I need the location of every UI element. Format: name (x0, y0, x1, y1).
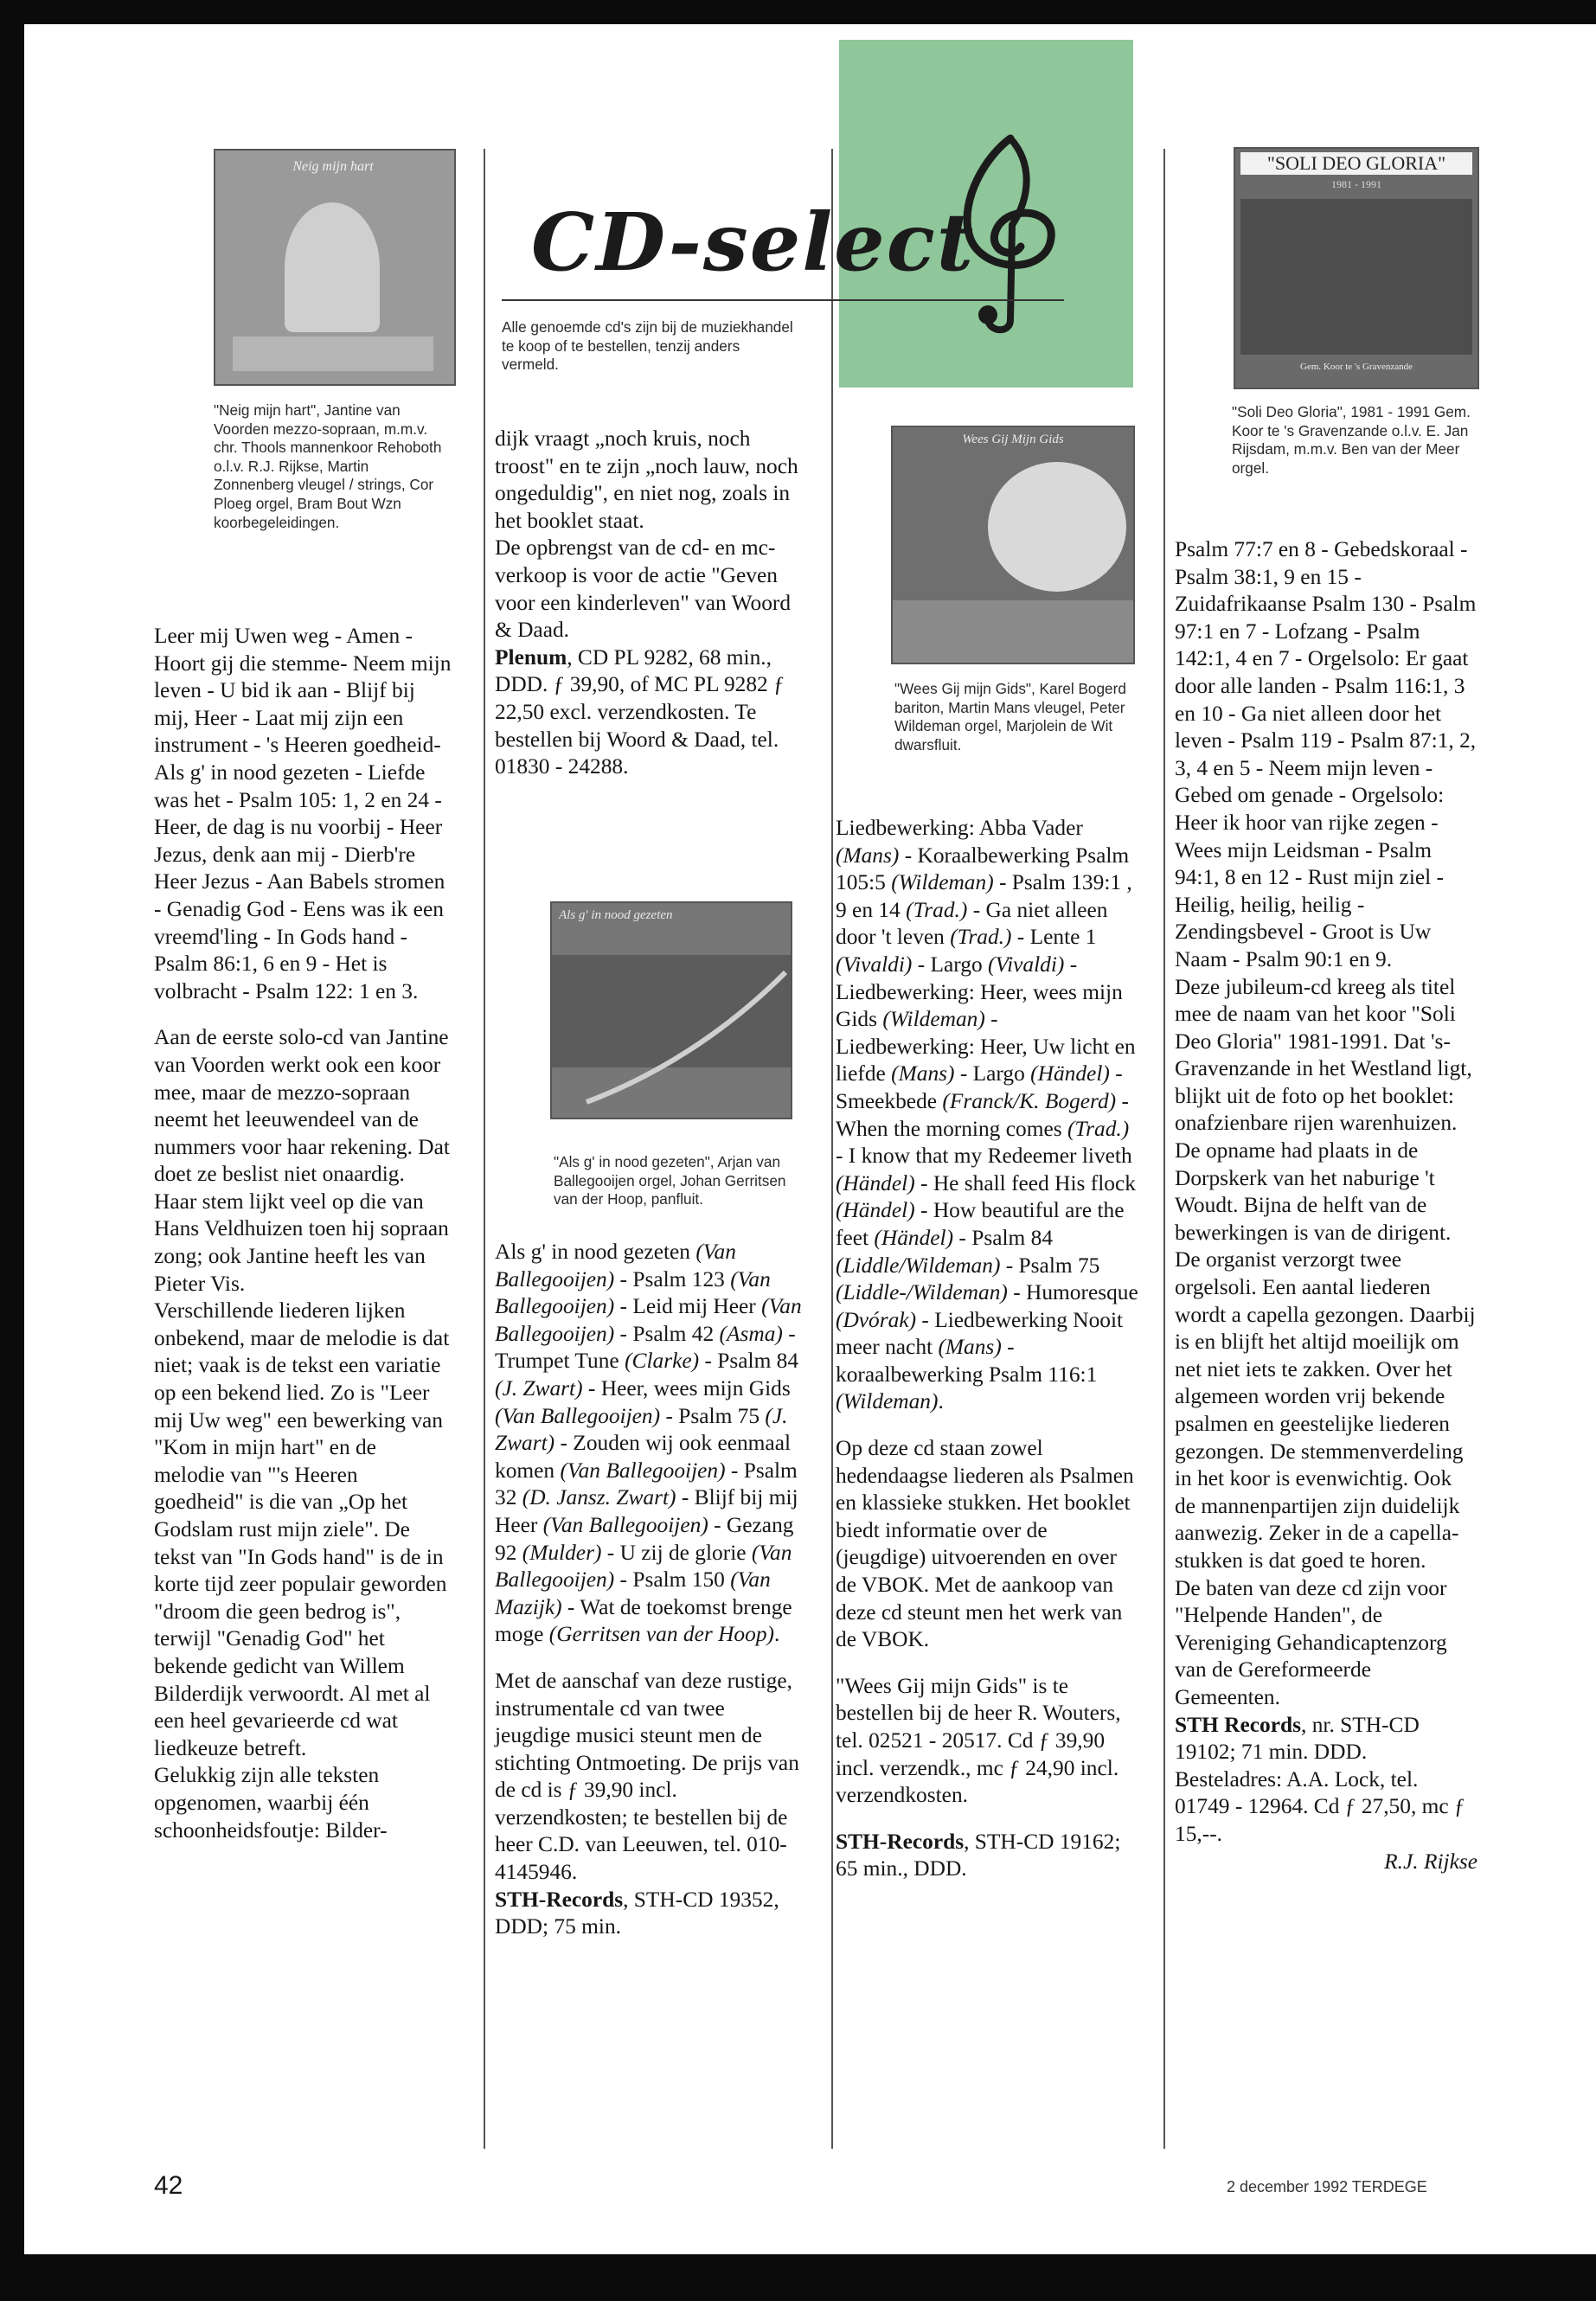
intro-text: Alle genoemde cd's zijn bij de muziekhandel te koop of te bestellen, tenzij anders vermeld. (502, 318, 793, 374)
cover-wees-gij-mijn-gids (891, 426, 1135, 664)
order-info-sth: STH Records, nr. STH-CD 19102; 71 min. DDD. Besteladres: A.A. Lock, tel. 01749 - 12964. Cd ƒ 27,50, mc ƒ 15,--. (1175, 1712, 1465, 1846)
cover-title: Neig mijn hart (292, 159, 374, 174)
column-2 (495, 426, 804, 781)
page-number: 42 (154, 2171, 183, 2200)
caption-soli: "Soli Deo Gloria", 1981 - 1991 Gem. Koor te 's Gravenzande o.l.v. E. Jan Rijsdam, m.m.v. Ben van der Meer orgel. (1232, 403, 1471, 477)
tracklist-neig: Leer mij Uwen weg - Amen - Hoort gij die stemme- Neem mijn leven - U bid ik aan - Blijf bij mij, Heer - Laat mij zijn een instrument - 's Heeren goedheid- Als g' in nood gezeten - Liefde was het - Psalm 105: 1, 2 en 24 - Heer, de dag is nu voorbij - Heer Jezus, denk aan mij - Dierb're Heer Jezus - Aan Babels stromen - Genadig God - Eens was ik een vreemd'ling - In Gods hand - Psalm 86:1, 6 en 9 - Het is volbracht - Psalm 122: 1 en 3. (154, 624, 452, 1003)
author-signature: R.J. Rijkse (1384, 1849, 1477, 1874)
caption-neig: "Neig mijn hart", Jantine van Voorden mezzo-sopraan, m.m.v. chr. Thools mannenkoor Rehoboth o.l.v. R.J. Rijkse, Martin Zonnenberg vleugel / strings, Cor Ploeg orgel, Bram Bout Wzn koorbegeleidingen. (214, 401, 442, 531)
order-info-sth: STH-Records, STH-CD 19352, DDD; 75 min. (495, 1887, 779, 1939)
column-rule (831, 149, 833, 2149)
paragraph: Op deze cd staan zowel hedendaagse liederen als Psalmen en klassieke stukken. Het booklet biedt informatie over de (jeugdige) uitvoerenden en over de VBOK. Met de aankoop van deze cd steunt men het werk van de VBOK. (836, 1436, 1134, 1652)
issue-date: 2 december 1992 TERDEGE (1227, 2178, 1427, 2195)
cover-title: Wees Gij Mijn Gids (962, 433, 1064, 446)
order-info-plenum: Plenum, CD PL 9282, 68 min., DDD. ƒ 39,90, of MC PL 9282 ƒ 22,50 excl. verzendkosten. Te bestellen bij Woord & Daad, tel. 01830 - 24288. (495, 644, 785, 779)
tracklist-als: Als g' in nood gezeten (Van Ballegooijen) - Psalm 123 (Van Ballegooijen) - Leid mij Heer (Van Ballegooijen) - Psalm 42 (Asma) - Trumpet Tune (Clarke) - Psalm 84 (J. Zwart) - Heer, wees mijn Gids (Van Ballegooijen) - Psalm 75 (J. Zwart) - Zouden wij ook eenmaal komen (Van Ballegooijen) - Psalm 32 (D. Jansz. Zwart) - Blijf bij mij Heer (Van Ballegooijen) - Gezang 92 (Mulder) - U zij de glorie (Van Ballegooijen) - Psalm 150 (Van Mazijk) - Wat de toekomst brenge moge (Gerritsen van der Hoop). (495, 1240, 802, 1647)
tracklist-wees: Liedbewerking: Abba Vader (Mans) - Koraalbewerking Psalm 105:5 (Wildeman) - Psalm 139:1 , 9 en 14 (Trad.) - Ga niet alleen door 't leven (Trad.) - Lente 1 (Vivaldi) - Largo (Vivaldi) - Liedbewerking: Heer, wees mijn Gids (Wildeman) - Liedbewerking: Heer, Uw licht en liefde (Mans) - Largo (Händel) - Smeekbede (Franck/K. Bogerd) - When the morning comes (Trad.) - I know that my Redeemer liveth (Händel) - He shall feed His flock (Händel) - How beautiful are the feet (Händel) - Psalm 84 (Liddle/Wildeman) - Psalm 75 (Liddle-/Wildeman) - Humoresque (Dvórak) - Liedbewerking Nooit meer nacht (Mans) - koraalbewerking Psalm 116:1 (Wildeman). (836, 816, 1138, 1414)
paragraph: Met de aanschaf van deze rustige, instrumentale cd van twee jeugdige musici steunt men de stichting Ontmoeting. De prijs van de cd is ƒ 39,90 incl. verzendkosten; te bestellen bij de heer C.D. van Leeuwen, tel. 010-4145946. (495, 1668, 799, 1885)
paragraph: Deze jubileum-cd kreeg als titel mee de naam van het koor "Soli Deo Gloria" 1981-1991. Dat 's-Gravenzande in het Westland ligt, blijkt uit de foto op het booklet: onafzienbare rijen warenhuizen. De opname had plaats in de Dorpskerk van het naburige 't Woudt. Bijna de helft van de bewerkingen is van de dirigent. De organist verzorgt twee orgelsoli. Een aantal liederen wordt a capella gezongen. Daarbij is en blijft het altijd moeilijk om net niet iets te zakken. Over het algemeen worden vrij bekende psalmen en geestelijke liederen gezongen. De stemmenverdeling in het koor is evenwichtig. Ook de mannenpartijen zijn duidelijk aanwezig. Zeker in de a capella-stukken is dat goed te horen. (1175, 974, 1476, 1573)
treble-clef-icon (908, 130, 1107, 337)
portrait (285, 202, 380, 332)
column-1 (154, 623, 452, 1844)
column-rule (484, 149, 485, 2149)
paragraph: dijk vraagt „noch kruis, noch troost" en te zijn „noch lauw, noch ongeduldig", en niet nog, zoals in het booklet staat. (495, 426, 798, 533)
column-rule (1163, 149, 1165, 2149)
cover-title: Als g' in nood gezeten (559, 908, 673, 922)
paragraph: Gelukkig zijn alle teksten opgenomen, waarbij één schoonheidsfoutje: Bilder- (154, 1763, 388, 1843)
scan-border-left (0, 0, 24, 2301)
column-4 (1175, 536, 1477, 1875)
blossom-tree (988, 462, 1126, 592)
caption-wees: "Wees Gij mijn Gids", Karel Bogerd bariton, Martin Mans vleugel, Peter Wildeman orgel, Marjolein de Wit dwarsfluit. (894, 680, 1126, 753)
scan-border-bottom (0, 2254, 1596, 2301)
page-title: CD-select (531, 195, 976, 289)
column-2-lower (495, 1239, 804, 1941)
paragraph: Aan de eerste solo-cd van Jantine van Voorden werkt ook een koor mee, maar de mezzo-sopraan neemt het leeuwendeel van de nummers voor haar rekening. Dat doet ze beslist niet onaardig. Haar stem lijkt veel op die van Hans Veldhuizen toen hij sopraan zong; ook Jantine heeft les van Pieter Vis. (154, 1025, 450, 1296)
cover-soli-deo-gloria (1234, 147, 1479, 389)
title-underline (502, 299, 1064, 301)
scan-border-top (0, 0, 1596, 24)
column-3 (836, 815, 1140, 1883)
caption-als: "Als g' in nood gezeten", Arjan van Ballegooijen orgel, Johan Gerritsen van der Hoop, panfluit. (554, 1153, 786, 1208)
tracklist-soli: Psalm 77:7 en 8 - Gebedskoraal - Psalm 38:1, 9 en 15 - Zuidafrikaanse Psalm 130 - Psalm 97:1 en 7 - Lofzang - Psalm 142:1, 4 en 7 - Orgelsolo: Er gaat door alle landen - Psalm 116:1, 3 en 10 - Ga niet alleen door het leven - Psalm 119 - Psalm 87:1, 2, 3, 4 en 5 - Neem mijn leven - Gebed om genade - Orgelsolo: Heer ik hoor van rijke zegen - Wees mijn Leidsman - Psalm 94:1, 8 en 12 - Rust mijn ziel - Heilig, heilig, heilig - Zendingsbevel - Groot is Uw Naam - Psalm 90:1 en 9. (1175, 537, 1477, 971)
cover-title: "SOLI DEO GLORIA" (1240, 152, 1472, 175)
paragraph: "Wees Gij mijn Gids" is te bestellen bij de heer R. Wouters, tel. 02521 - 20517. Cd ƒ 39,90 incl. verzendk., mc ƒ 24,90 incl. verzendkosten. (836, 1673, 1121, 1808)
paragraph: De opbrengst van de cd- en mc-verkoop is voor de actie "Geven voor een kinderleven" van Woord & Daad. (495, 535, 792, 643)
cover-years: 1981 - 1991 (1331, 178, 1381, 190)
paragraph: De baten van deze cd zijn voor "Helpende Handen", de Vereniging Gehandicaptenzorg van de Gereformeerde Gemeenten. (1175, 1575, 1447, 1709)
cover-als-g-in-nood (550, 901, 792, 1119)
cover-neig-mijn-hart (214, 149, 456, 386)
order-info-sth: STH-Records, STH-CD 19162; 65 min., DDD. (836, 1829, 1121, 1881)
paragraph: Verschillende liederen lijken onbekend, maar de melodie is dat niet; vaak is de tekst een variatie op een bekend lied. Zo is "Leer mij Uw weg" een bewerking van "Kom in mijn hart" en de melodie van "'s Heeren goedheid" is die van „Op het Godslam rust mijn ziele". De tekst van "In Gods hand" is de in korte tijd zeer populair geworden "droom die geen bedrog is", terwijl "Genadig God" het bekende gedicht van Willem Bilderdijk verwoordt. Al met al een heel gevarieerde cd wat liedkeuze betreft. (154, 1298, 450, 1760)
cover-footer: Gem. Koor te 's Gravenzande (1300, 362, 1413, 372)
